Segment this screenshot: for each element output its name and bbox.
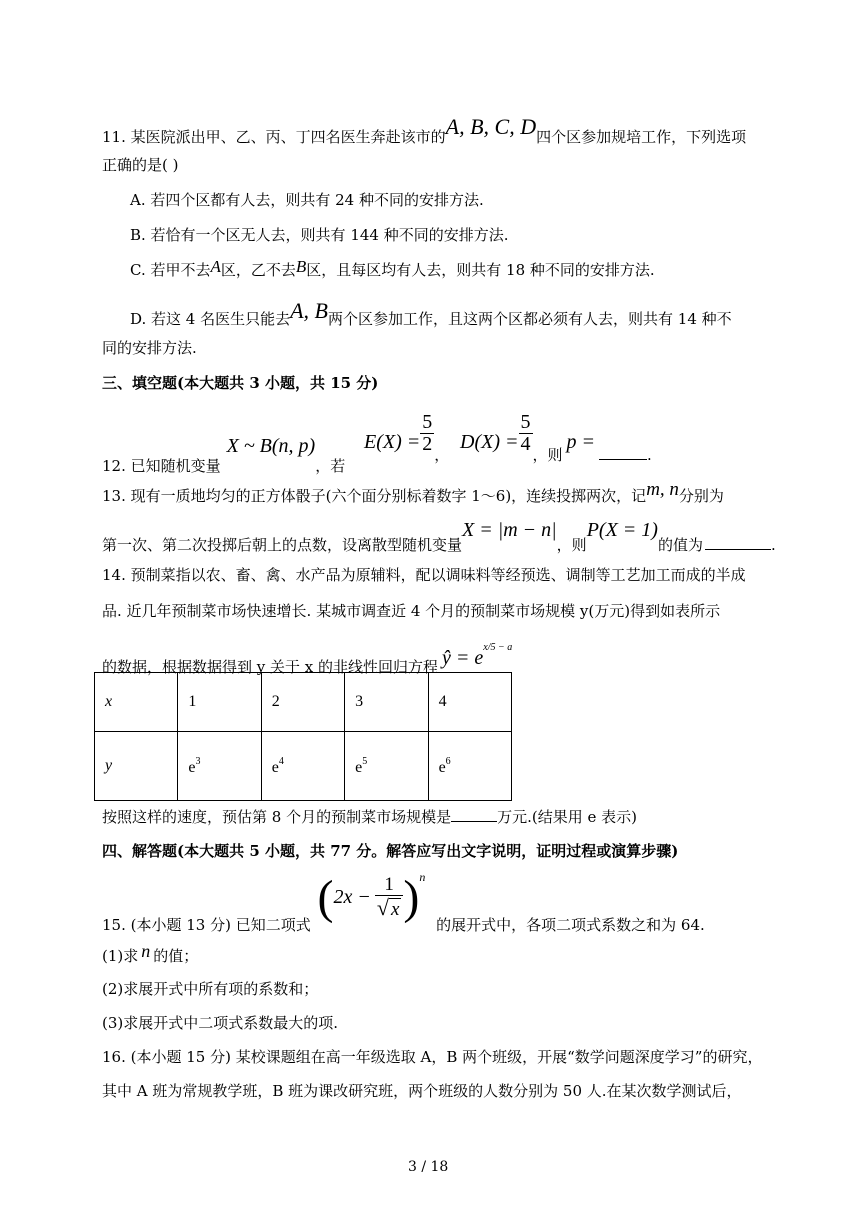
table-cell-x4: 4 bbox=[428, 673, 511, 732]
q13-line2-pre: 第一次、第二次投掷后朝上的点数，设离散型随机变量 bbox=[102, 536, 463, 554]
q11-option-c-a: A bbox=[210, 257, 221, 276]
q11-suffix: 四个区参加规培工作，下列选项 bbox=[536, 128, 747, 146]
q13-probability: P(X = 1) bbox=[586, 519, 658, 541]
q15-left-paren: ( bbox=[317, 871, 334, 924]
q13-line2 bbox=[102, 519, 776, 554]
q12-p: p = bbox=[566, 430, 596, 453]
q14-after-pre: 按照这样的速度，预估第 8 个月的预制菜市场规模是 bbox=[102, 808, 452, 826]
q12-expectation-fraction bbox=[420, 412, 434, 455]
q11-line2: 正确的是( ) bbox=[102, 156, 179, 174]
y3-exponent: 5 bbox=[362, 755, 368, 767]
table-row-x bbox=[95, 673, 512, 732]
q15-part1 bbox=[102, 941, 199, 965]
q12-variance: D(X) = bbox=[460, 430, 519, 453]
q15-line bbox=[102, 870, 705, 938]
q13-line1 bbox=[102, 479, 724, 505]
q14-data-table bbox=[94, 672, 512, 801]
q15-power: n bbox=[419, 870, 426, 884]
q13-line1-pre: 13. 现有一质地均匀的正方体骰子(六个面分别标着数字 1～6)，连续投掷两次，记 bbox=[102, 487, 647, 505]
q15-expr-a: 2x − bbox=[333, 886, 371, 908]
table-row-y bbox=[95, 732, 512, 801]
q11-option-d bbox=[130, 298, 732, 328]
section-3-heading: 三、填空题(本大题共 3 小题，共 15 分) bbox=[102, 374, 379, 392]
q11-option-b: B. 若恰有一个区无人去，则共有 144 种不同的安排方法. bbox=[130, 226, 509, 244]
table-header-x: x bbox=[95, 673, 178, 732]
q12-variance-fraction bbox=[519, 412, 533, 455]
q13-line1-post: 分别为 bbox=[678, 487, 724, 505]
sqrt-icon: √ bbox=[376, 894, 389, 920]
q14-line3 bbox=[102, 636, 513, 676]
table-cell-y1 bbox=[178, 732, 261, 801]
q15-frac-radicand: x bbox=[390, 898, 400, 920]
q13-end: . bbox=[770, 536, 776, 554]
table-cell-x1: 1 bbox=[178, 673, 261, 732]
page-number: 3 / 18 bbox=[408, 1159, 449, 1175]
q15-frac-denominator bbox=[375, 895, 404, 920]
q12-then: ，则 bbox=[532, 445, 563, 464]
q15-part1-post: 的值； bbox=[153, 947, 199, 965]
q12-prefix: 12. 已知随机变量 bbox=[102, 456, 221, 475]
q12-ex-numerator: 5 bbox=[422, 411, 433, 433]
q11-option-c-post: 区，且每区均有人去，则共有 18 种不同的安排方法. bbox=[306, 261, 655, 279]
q15-frac-numerator: 1 bbox=[384, 873, 394, 895]
q14-after-post: 万元.(结果用 e 表示) bbox=[497, 808, 637, 826]
y3-base: e bbox=[355, 758, 363, 776]
q14-after bbox=[102, 810, 637, 825]
q11-prefix: 11. 某医院派出甲、乙、丙、丁四名医生奔赴该市的 bbox=[102, 128, 446, 146]
q11-line1 bbox=[102, 114, 747, 146]
q15-fraction bbox=[375, 875, 404, 920]
y4-base: e bbox=[438, 758, 446, 776]
q11-option-c bbox=[130, 257, 655, 279]
table-cell-y2 bbox=[261, 732, 344, 801]
q12-distribution: X ~ B(n, p) bbox=[226, 434, 316, 457]
q11-option-d-pre: D. 若这 4 名医生只能去 bbox=[130, 310, 291, 328]
table-cell-x2: 2 bbox=[261, 673, 344, 732]
q12-end: . bbox=[647, 445, 652, 464]
y2-base: e bbox=[271, 758, 279, 776]
q12-answer-blank[interactable] bbox=[599, 457, 647, 460]
q15-part3: (3)求展开式中二项式系数最大的项. bbox=[102, 1014, 339, 1032]
q13-line2-post: 的值为 bbox=[657, 536, 703, 554]
q11-option-d-line2: 同的安排方法. bbox=[102, 339, 197, 357]
q14-regression-base: ŷ = e bbox=[442, 647, 484, 669]
q14-answer-blank[interactable] bbox=[451, 819, 497, 822]
q15-binomial bbox=[317, 870, 426, 931]
q11-option-c-pre: C. 若甲不去 bbox=[130, 261, 211, 279]
q15-part2: (2)求展开式中所有项的系数和； bbox=[102, 980, 319, 998]
q15-right-paren: ) bbox=[403, 871, 420, 924]
q12-dx-numerator: 5 bbox=[520, 411, 531, 433]
q13-then: ，则 bbox=[556, 536, 587, 554]
y2-exponent: 4 bbox=[278, 755, 284, 767]
q15-part1-pre: (1)求 bbox=[102, 947, 139, 965]
y4-exponent: 6 bbox=[445, 755, 451, 767]
q16-line2: 其中 A 班为常规教学班，B 班为课改研究班，两个班级的人数分别为 50 人.在某次数学测试后， bbox=[102, 1082, 742, 1100]
q12-ex-denominator: 2 bbox=[422, 433, 433, 455]
q14-line3-pre: 的数据，根据数据得到 y 关于 x 的非线性回归方程 bbox=[102, 658, 439, 676]
q11-districts: A, B, C, D bbox=[445, 114, 537, 139]
q13-answer-blank[interactable] bbox=[705, 547, 771, 550]
q12-line bbox=[102, 411, 652, 475]
table-cell-x3: 3 bbox=[345, 673, 428, 732]
q11-option-d-ab: A, B bbox=[290, 298, 328, 323]
table-header-y: y bbox=[95, 732, 178, 801]
q14-line1: 14. 预制菜指以农、畜、禽、水产品为原辅料，配以调味料等经预选、调制等工艺加工而成的半成 bbox=[102, 566, 746, 584]
q15-part1-n: n bbox=[141, 941, 151, 961]
q16-line1: 16. (本小题 15 分) 某校课题组在高一年级选取 A，B 两个班级，开展“数学问题深度学习”的研究， bbox=[102, 1048, 763, 1066]
q12-dx-denominator: 4 bbox=[520, 433, 531, 455]
q11-option-c-mid: 区，乙不去 bbox=[220, 261, 296, 279]
q12-expectation: E(X) = bbox=[364, 430, 421, 453]
q14-regression-exponent: x/5 − a bbox=[483, 642, 513, 653]
y1-base: e bbox=[188, 758, 196, 776]
q15-prefix: 15. (本小题 13 分) 已知二项式 bbox=[102, 916, 311, 934]
q14-line2: 品. 近几年预制菜市场快速增长. 某城市调查近 4 个月的预制菜市场规模 y(万元)得到如表所示 bbox=[102, 602, 721, 620]
q13-mn: m, n bbox=[646, 479, 679, 500]
q11-option-d-post: 两个区参加工作，且这两个区都必须有人去，则共有 14 种不 bbox=[328, 310, 732, 328]
q11-option-a: A. 若四个区都有人去，则共有 24 种不同的安排方法. bbox=[130, 191, 484, 209]
table-cell-y3 bbox=[345, 732, 428, 801]
q12-if: ，若 bbox=[315, 456, 346, 475]
y1-exponent: 3 bbox=[195, 755, 201, 767]
q13-x-definition: X = |m − n| bbox=[462, 519, 557, 541]
table-cell-y4 bbox=[428, 732, 511, 801]
q15-suffix: 的展开式中，各项二项式系数之和为 64. bbox=[436, 916, 705, 934]
section-4-heading: 四、解答题(本大题共 5 小题，共 77 分。解答应写出文字说明，证明过程或演算步骤) bbox=[102, 842, 679, 860]
q12-comma: ， bbox=[434, 445, 450, 464]
q11-option-c-b: B bbox=[295, 257, 307, 276]
